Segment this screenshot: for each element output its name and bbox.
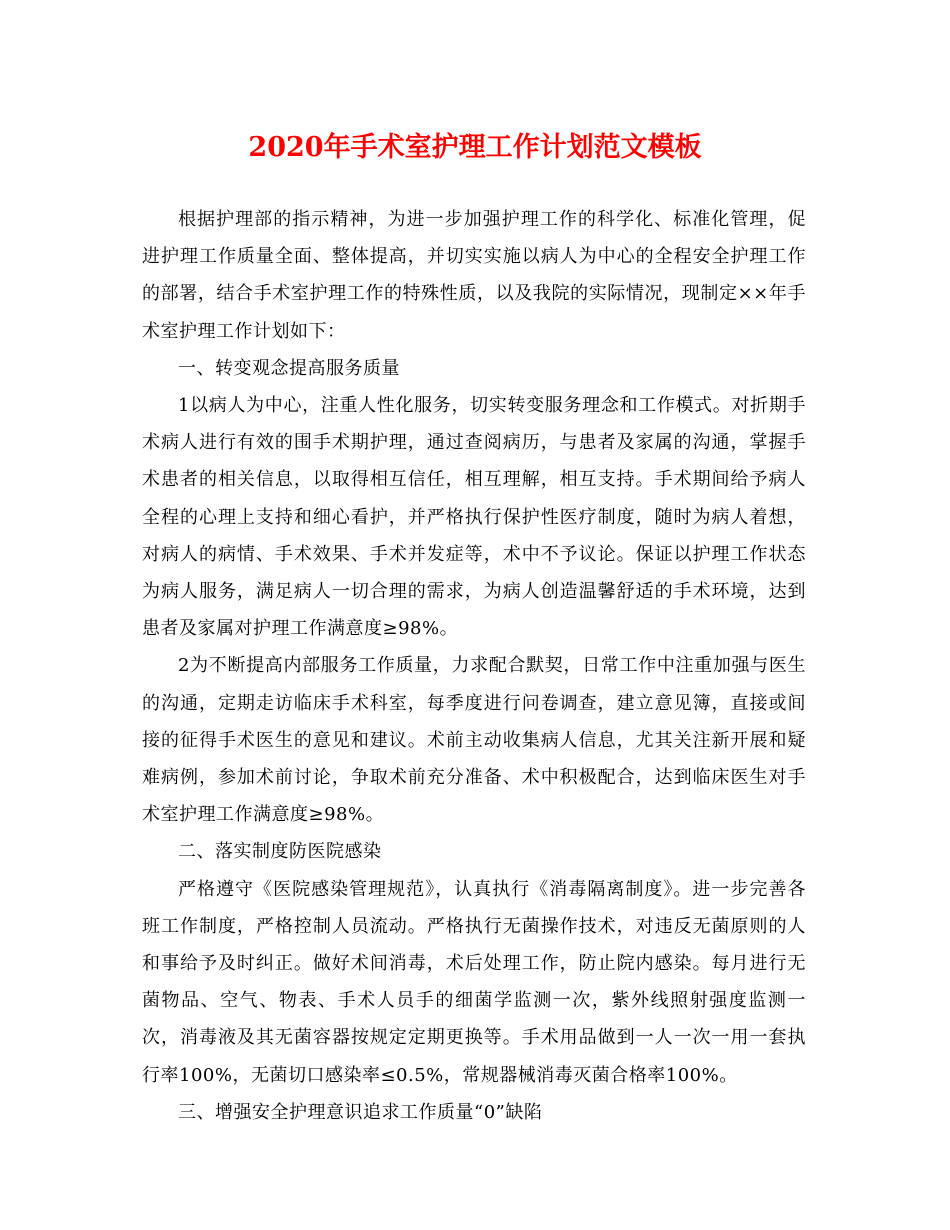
body-paragraph: 1以病人为中心，注重人性化服务，切实转变服务理念和工作模式。对折期手术病人进行有效的围手术期护理，通过查阅病历，与患者及家属的沟通，掌握手术患者的相关信息，以取得相互信任，相互理解，相互支持。手术期间给予病人全程的心理上支持和细心看护，并严格执行保护性医疗制度，随时为病人着想，对病人的病情、手术效果、手术并发症等，术中不予议论。保证以护理工作状态为病人服务，满足病人一切合理的需求，为病人创造温馨舒适的手术环境，达到患者及家属对护理工作满意度≥98%。: [142, 395, 806, 640]
document-title: 2020年手术室护理工作计划范文模板: [248, 132, 702, 163]
section-heading-1: 一、转变观念提高服务质量: [178, 357, 400, 379]
section-heading-2: 二、落实制度防医院感染: [178, 841, 382, 863]
section-heading-3: 三、增强安全护理意识追求工作质量“0”缺陷: [178, 1101, 543, 1123]
document-body: [142, 201, 806, 1131]
body-paragraph: 2为不断提高内部服务工作质量，力求配合默契，日常工作中注重加强与医生的沟通，定期走访临床手术科室，每季度进行问卷调查，建立意见簿，直接或间接的征得手术医生的意见和建议。术前主动收集病人信息，尤其关注新开展和疑难病例，参加术前讨论，争取术前充分准备、术中积极配合，达到临床医生对手术室护理工作满意度≥98%。: [142, 655, 806, 826]
body-paragraph: 严格遵守《医院感染管理规范》，认真执行《消毒隔离制度》。进一步完善各班工作制度，严格控制人员流动。严格执行无菌操作技术，对违反无菌原则的人和事给予及时纠正。做好术间消毒，术后处理工作，防止院内感染。每月进行无菌物品、空气、物表、手术人员手的细菌学监测一次，紫外线照射强度监测一次，消毒液及其无菌容器按规定定期更换等。手术用品做到一人一次一用一套执行率100%，无菌切口感染率≤0.5%，常规器械消毒灭菌合格率100%。: [142, 878, 806, 1086]
intro-paragraph: 根据护理部的指示精神，为进一步加强护理工作的科学化、标准化管理，促进护理工作质量全面、整体提高，并切实实施以病人为中心的全程安全护理工作的部署，结合手术室护理工作的特殊性质，以及我院的实际情况，现制定××年手术室护理工作计划如下：: [142, 209, 806, 342]
